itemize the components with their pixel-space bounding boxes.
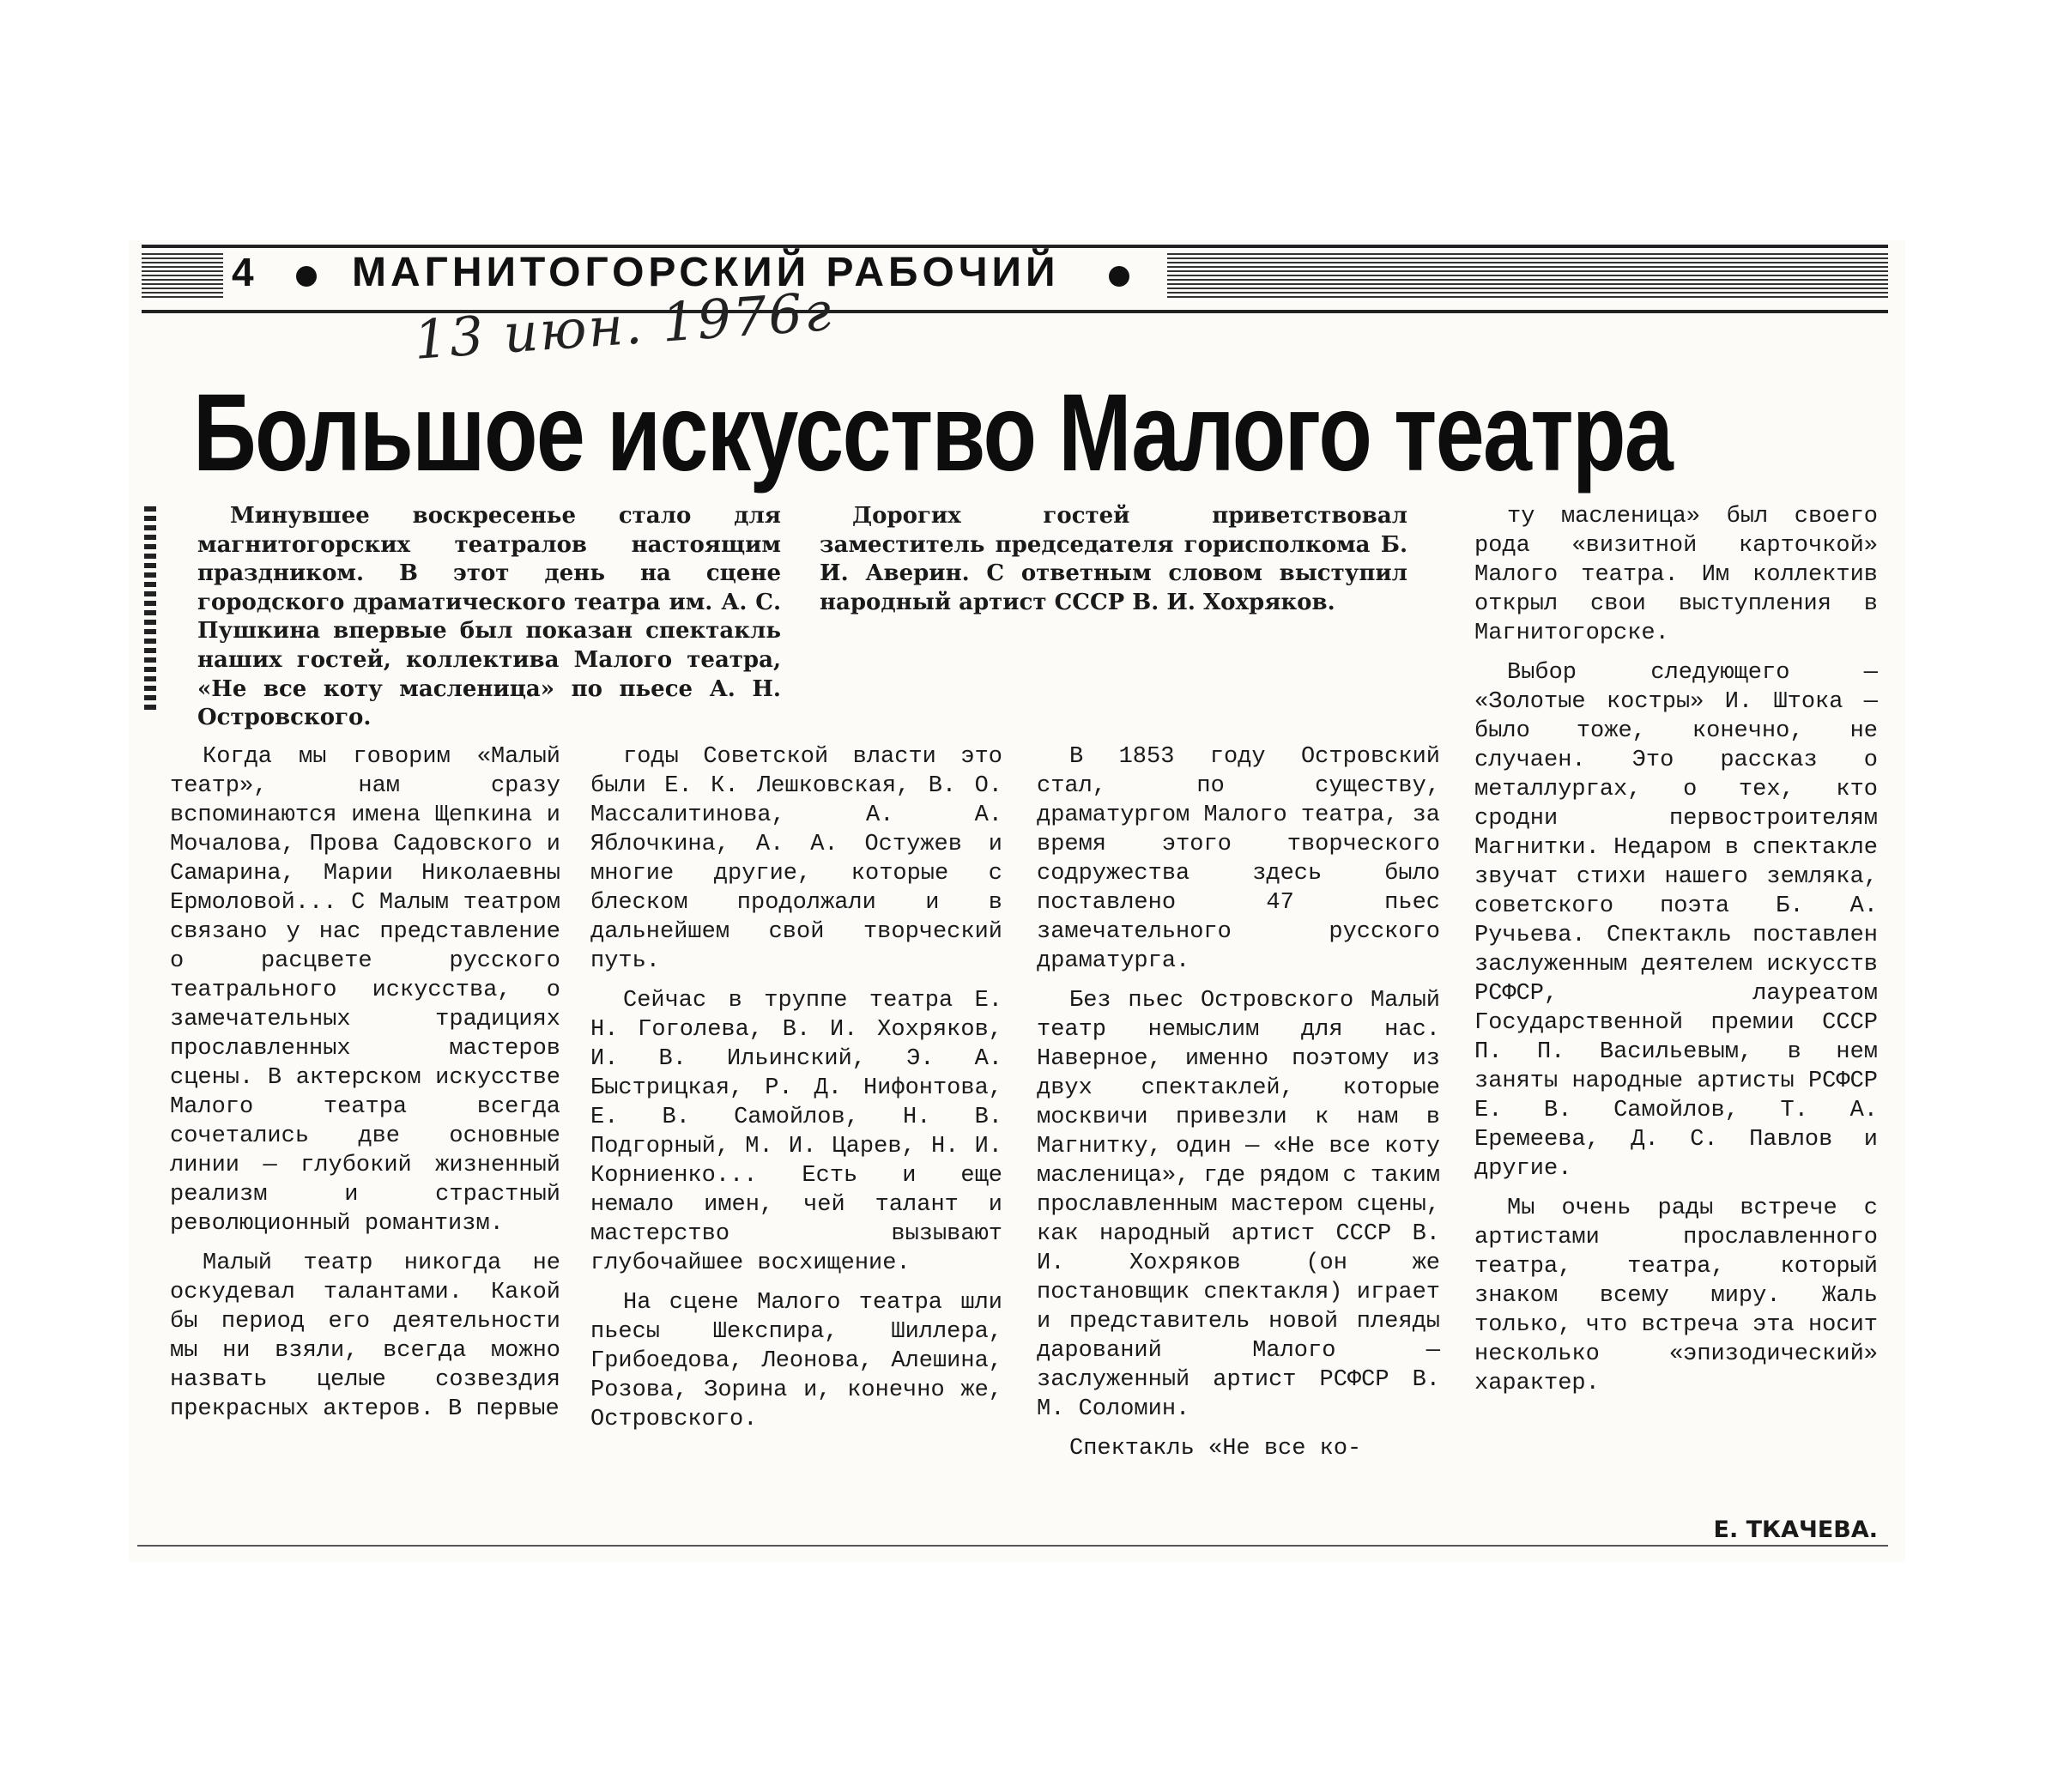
article-column-4 [1474, 502, 1878, 1545]
body-paragraph: Спектакль «Не все ко- [1069, 1436, 1362, 1462]
bullet-icon [1109, 266, 1129, 287]
lead-column-1 [197, 502, 781, 733]
lead-paragraph: Минувшее воскресенье стало для магнитогорских театралов настоящим праздником. В этот день на сцене городского драматического театра им. А. С. Пушкина впервые был показан спектакль наших гостей, коллектива Малого театра, «Не все коту масленица» по пьесе А. Н. Островского. [197, 503, 781, 731]
article-column-3 [1037, 742, 1440, 1463]
body-paragraph: Выбор следующего — «Золотые костры» И. Штока — было тоже, конечно, не случаен. Это рассказ о металлургах, о тех, кто сродни первостроителям Магнитки. Недаром в спектакле звучат стихи нашего земляка, советского поэта Б. А. Ручьева. Спектакль поставлен заслуженным деятелем искусств РСФСР, лауреатом Государственной премии СССР П. П. Васильевым, в нем заняты народные артисты РСФСР Е. В. Самойлов, Т. А. Еремеева, Д. С. Павлов и другие. [1474, 660, 1878, 1182]
lead-paragraph: Дорогих гостей приветствовал заместитель председателя горисполкома Б. И. Аверин. С ответным словом выступил народный артист СССР В. И. Хохряков. [820, 503, 1407, 615]
body-paragraph: Малый театр никогда не оскудевал талантами. Какой бы период его деятельности мы ни взяли, всегда можно назвать целые созвездия прекрасных актеров. В первые [170, 1250, 560, 1422]
page-number: 4 [232, 250, 254, 294]
body-paragraph: Сейчас в труппе театра Е. Н. Гоголева, В. И. Хохряков, И. В. Ильинский, Э. А. Быстрицкая, Р. Д. Нифонтова, Е. В. Самойлов, Н. В. Подгорный, М. И. Царев, Н. И. Корниенко... Есть и еще немало имен, чей талант и мастерство вызывают глубочайшее восхищение. [590, 988, 1002, 1276]
body-paragraph: В 1853 году Островский стал, по существу, драматургом Малого театра, за время этого творческого содружества здесь было поставлено 47 пьес замечательного русского драматурга. [1037, 744, 1440, 974]
article-headline: Большое искусство Малого театра [193, 372, 1673, 494]
body-paragraph: ту масленица» был своего рода «визитной карточкой» Малого театра. Им коллектив открыл свои выступления в Магнитогорске. [1474, 504, 1878, 646]
lead-marker [144, 506, 156, 712]
body-paragraph: годы Советской власти это были Е. К. Лешковская, В. О. Массалитинова, А. А. Яблочкина, А. А. Остужев и многие другие, которые с блеском продолжали и в дальнейшем свой творческий путь. [590, 744, 1002, 974]
body-paragraph: На сцене Малого театра шли пьесы Шекспира, Шиллера, Грибоедова, Леонова, Алешина, Розова, Зорина и, конечно же, Островского. [590, 1290, 1002, 1432]
newspaper-title: МАГНИТОГОРСКИЙ РАБОЧИЙ [352, 250, 1060, 295]
bottom-rule [137, 1545, 1888, 1547]
body-paragraph: Мы очень рады встрече с артистами прославленного театра, театра, который знаком всему миру. Жаль только, что встреча эта носит несколько «эпизодический» характер. [1474, 1196, 1878, 1396]
article-column-1 [170, 742, 560, 1424]
author-signature: Е. ТКАЧЕВА. [1713, 1517, 1878, 1543]
bullet-icon [296, 266, 317, 287]
lead-column-2 [820, 502, 1407, 617]
body-paragraph: Когда мы говорим «Малый театр», нам сразу вспоминаются имена Щепкина и Мочалова, Прова Садовского и Самарина, Марии Николаевны Ермоловой... С Малым театром связано у нас представление о расцвете русского театрального искусства, о замечательных традициях прославленных мастеров сцены. В актерском искусстве Малого театра всегда сочетались две основные линии — глубокий жизненный реализм и страстный революционный романтизм. [170, 744, 560, 1237]
article-column-2 [590, 742, 1002, 1434]
handwritten-date: 13 июн. 1976г [412, 279, 835, 372]
body-paragraph: Без пьес Островского Малый театр немыслим для нас. Наверное, именно поэтому из двух спектаклей, которые москвичи привезли к нам в Магнитку, один — «Не все коту масленица», где рядом с таким прославленным мастером сцены, как народный артист СССР В. И. Хохряков (он же постановщик спектакля) играет и представитель новой плеяды дарований Малого — заслуженный артист РСФСР В. М. Соломин. [1037, 988, 1440, 1422]
